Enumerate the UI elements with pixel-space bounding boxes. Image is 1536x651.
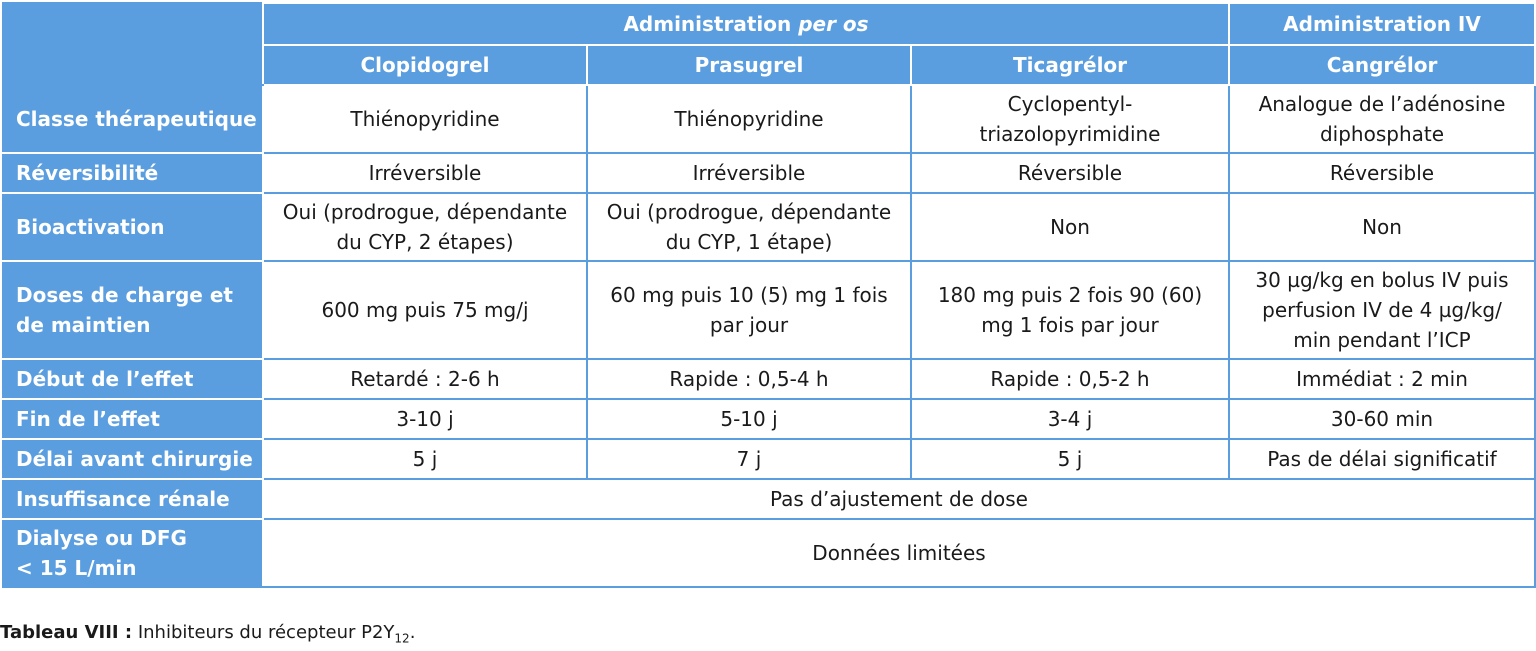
table-caption <box>0 622 415 646</box>
table-cell: 30-60 min <box>1229 399 1535 439</box>
table-body <box>3 85 1535 587</box>
row-header: Insuffisance rénale <box>3 479 263 519</box>
table-cell: Retardé : 2-6 h <box>263 359 587 399</box>
table-cell: Thiénopyridine <box>263 85 587 153</box>
header-group-per-os: Administration per os <box>263 3 1229 45</box>
table-cell: Cyclopentyl- triazolopyrimidine <box>911 85 1229 153</box>
table-row <box>3 261 1535 359</box>
table-row <box>3 519 1535 587</box>
table-cell: 5 j <box>911 439 1229 479</box>
table-row <box>3 193 1535 261</box>
table-cell: Réversible <box>1229 153 1535 193</box>
table-cell: Non <box>1229 193 1535 261</box>
merged-cell: Pas d’ajustement de dose <box>263 479 1535 519</box>
table-cell: 5 j <box>263 439 587 479</box>
header-drug-prasugrel: Prasugrel <box>587 45 911 85</box>
table-cell: Pas de délai significatif <box>1229 439 1535 479</box>
table-cell: 600 mg puis 75 mg/j <box>263 261 587 359</box>
table-cell: Analogue de l’adénosine diphosphate <box>1229 85 1535 153</box>
table-cell: Rapide : 0,5-4 h <box>587 359 911 399</box>
table-cell: 60 mg puis 10 (5) mg 1 fois par jour <box>587 261 911 359</box>
table-row <box>3 85 1535 153</box>
table-cell: Thiénopyridine <box>587 85 911 153</box>
row-header: Début de l’effet <box>3 359 263 399</box>
table-cell: 5-10 j <box>587 399 911 439</box>
table-row <box>3 479 1535 519</box>
table-row <box>3 399 1535 439</box>
table-cell: Irréversible <box>587 153 911 193</box>
table-row <box>3 153 1535 193</box>
table-cell: 3-4 j <box>911 399 1229 439</box>
table-cell: Réversible <box>911 153 1229 193</box>
header-drug-clopidogrel: Clopidogrel <box>263 45 587 85</box>
header-drug-ticagrelor: Ticagrélor <box>911 45 1229 85</box>
row-header: Bioactivation <box>3 193 263 261</box>
merged-cell: Données limitées <box>263 519 1535 587</box>
table-cell: 3-10 j <box>263 399 587 439</box>
table-corner <box>3 3 263 85</box>
table-cell: Non <box>911 193 1229 261</box>
row-header: Classe thérapeutique <box>3 85 263 153</box>
row-header: Délai avant chirurgie <box>3 439 263 479</box>
table-cell: Oui (prodrogue, dépendante du CYP, 1 étape) <box>587 193 911 261</box>
table-cell: Irréversible <box>263 153 587 193</box>
row-header: Doses de charge et de maintien <box>3 261 263 359</box>
table-cell: 180 mg puis 2 fois 90 (60) mg 1 fois par jour <box>911 261 1229 359</box>
row-header: Fin de l’effet <box>3 399 263 439</box>
caption-text: Inhibiteurs du récepteur P2Y <box>137 622 395 643</box>
row-header: Dialyse ou DFG < 15 L/min <box>3 519 263 587</box>
table-row <box>3 439 1535 479</box>
row-header: Réversibilité <box>3 153 263 193</box>
caption-end: . <box>409 622 416 643</box>
header-group-iv: Administration IV <box>1229 3 1535 45</box>
table-cell: Oui (prodrogue, dépendante du CYP, 2 étapes) <box>263 193 587 261</box>
header-drug-cangrelor: Cangrélor <box>1229 45 1535 85</box>
table-cell: 7 j <box>587 439 911 479</box>
p2y12-inhibitors-table <box>2 2 1536 588</box>
table-cell: Rapide : 0,5-2 h <box>911 359 1229 399</box>
table-cell: 30 µg/kg en bolus IV puis perfusion IV de 4 µg/kg/ min pendant l’ICP <box>1229 261 1535 359</box>
caption-subscript: 12 <box>394 631 410 646</box>
table-row <box>3 359 1535 399</box>
table-cell: Immédiat : 2 min <box>1229 359 1535 399</box>
caption-label: Tableau VIII : <box>0 622 133 643</box>
